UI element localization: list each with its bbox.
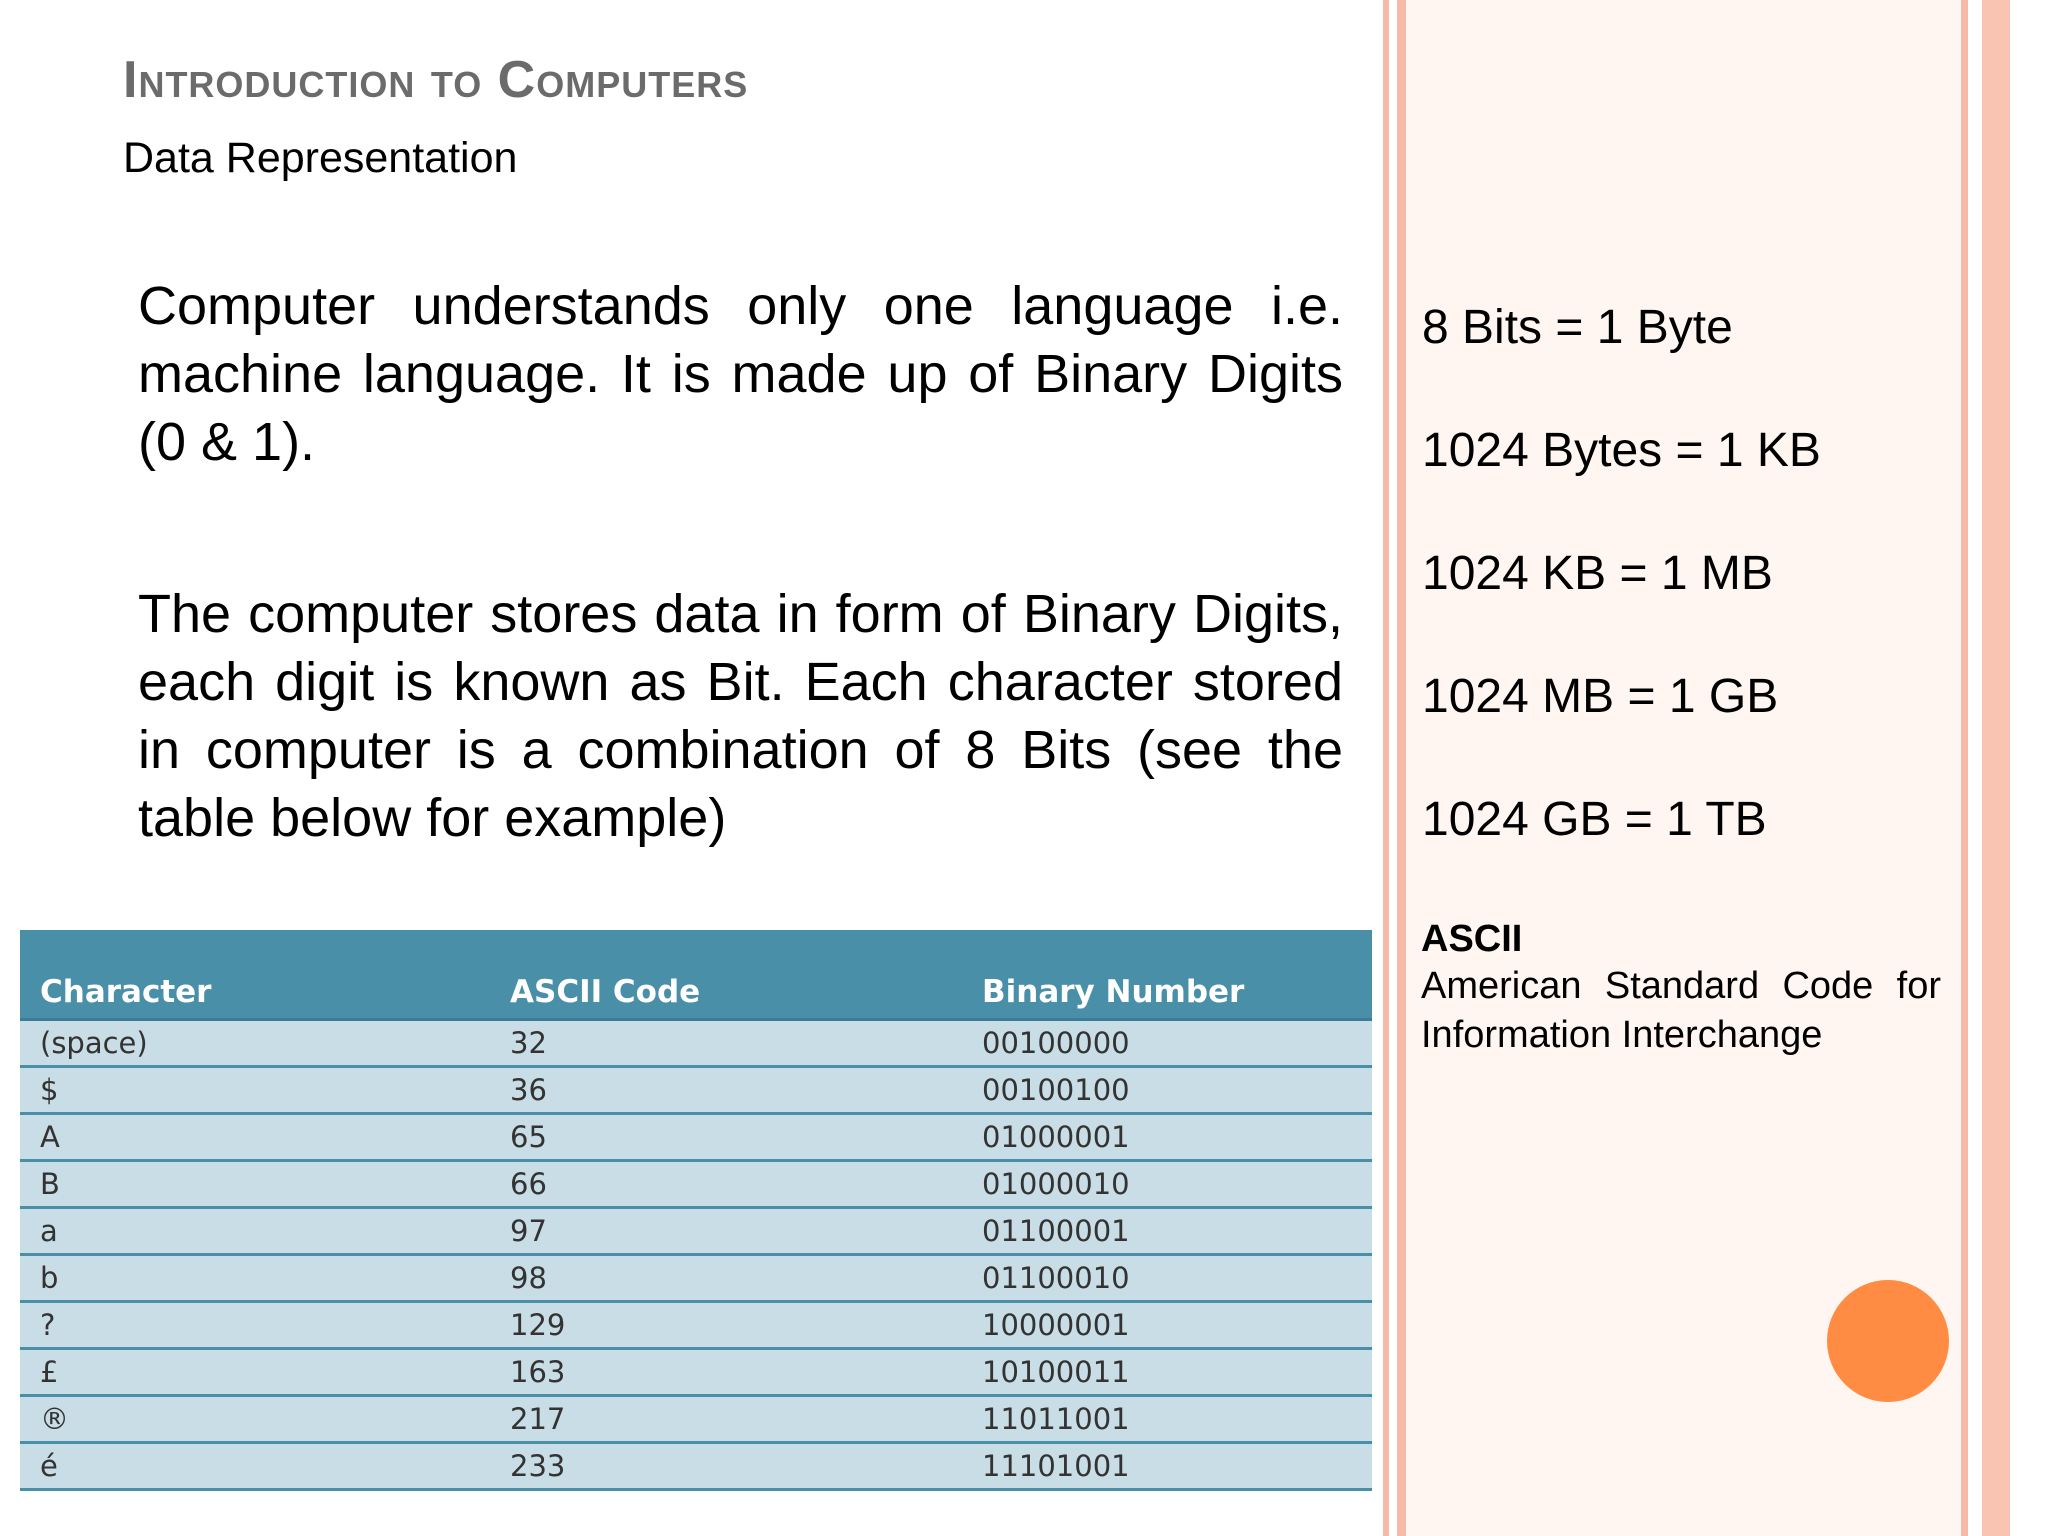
table-row bbox=[20, 1442, 1372, 1489]
cell-ascii-code: 217 bbox=[490, 1395, 962, 1442]
cell-binary-number: 00100100 bbox=[962, 1066, 1372, 1113]
cell-ascii-code: 36 bbox=[490, 1066, 962, 1113]
cell-character: A bbox=[20, 1113, 490, 1160]
column-header-ascii-code: ASCII Code bbox=[490, 930, 962, 1019]
cell-binary-number: 11011001 bbox=[962, 1395, 1372, 1442]
table-row bbox=[20, 1019, 1372, 1066]
cell-ascii-code: 98 bbox=[490, 1254, 962, 1301]
paragraph-binary-storage: The computer stores data in form of Binary Digits, each digit is known as Bit. Each character stored in computer is a combination of 8 Bits (see the table below for example) bbox=[138, 584, 1343, 848]
cell-ascii-code: 32 bbox=[490, 1019, 962, 1066]
ascii-heading: ASCII bbox=[1421, 918, 1523, 960]
cell-ascii-code: 233 bbox=[490, 1442, 962, 1489]
side-stripe bbox=[1961, 0, 1968, 1536]
side-stripe bbox=[1982, 0, 2010, 1536]
cell-character: ? bbox=[20, 1301, 490, 1348]
paragraph-machine-language: Computer understands only one language i.e. machine language. It is made up of Binary Digits (0 & 1). bbox=[138, 276, 1343, 472]
cell-binary-number: 01100001 bbox=[962, 1207, 1372, 1254]
cell-binary-number: 01100010 bbox=[962, 1254, 1372, 1301]
table-row bbox=[20, 1348, 1372, 1395]
cell-ascii-code: 66 bbox=[490, 1160, 962, 1207]
slide-title: Introduction to Computers bbox=[123, 51, 749, 109]
cell-binary-number: 10100011 bbox=[962, 1348, 1372, 1395]
column-header-binary-number: Binary Number bbox=[962, 930, 1372, 1019]
side-stripe bbox=[1397, 0, 1406, 1536]
cell-binary-number: 11101001 bbox=[962, 1442, 1372, 1489]
column-header-character: Character bbox=[20, 930, 490, 1019]
side-stripe-gap bbox=[2010, 0, 2048, 1536]
unit-conversion-item: 1024 GB = 1 TB bbox=[1422, 793, 1767, 846]
cell-character: é bbox=[20, 1442, 490, 1489]
cell-ascii-code: 97 bbox=[490, 1207, 962, 1254]
table-row bbox=[20, 1160, 1372, 1207]
cell-binary-number: 10000001 bbox=[962, 1301, 1372, 1348]
ascii-table bbox=[20, 930, 1372, 1491]
cell-ascii-code: 65 bbox=[490, 1113, 962, 1160]
table-header-row bbox=[20, 930, 1372, 1019]
cell-character: ® bbox=[20, 1395, 490, 1442]
slide-subtitle: Data Representation bbox=[123, 134, 518, 182]
unit-conversion-item: 1024 KB = 1 MB bbox=[1422, 547, 1773, 600]
accent-circle bbox=[1827, 1280, 1949, 1402]
cell-binary-number: 01000001 bbox=[962, 1113, 1372, 1160]
unit-conversions bbox=[1422, 300, 1952, 915]
cell-ascii-code: 163 bbox=[490, 1348, 962, 1395]
table-row bbox=[20, 1113, 1372, 1160]
cell-binary-number: 00100000 bbox=[962, 1019, 1372, 1066]
cell-character: b bbox=[20, 1254, 490, 1301]
cell-binary-number: 01000010 bbox=[962, 1160, 1372, 1207]
cell-character: B bbox=[20, 1160, 490, 1207]
table-row bbox=[20, 1395, 1372, 1442]
ascii-description: American Standard Code for Information Interchange bbox=[1421, 965, 1941, 1056]
side-stripe-gap bbox=[1968, 0, 1982, 1536]
cell-character: (space) bbox=[20, 1019, 490, 1066]
cell-character: £ bbox=[20, 1348, 490, 1395]
table-row bbox=[20, 1207, 1372, 1254]
table-row bbox=[20, 1066, 1372, 1113]
table-row bbox=[20, 1254, 1372, 1301]
table-row bbox=[20, 1301, 1372, 1348]
unit-conversion-item: 8 Bits = 1 Byte bbox=[1422, 301, 1733, 354]
cell-ascii-code: 129 bbox=[490, 1301, 962, 1348]
side-stripe-gap bbox=[1389, 0, 1397, 1536]
unit-conversion-item: 1024 Bytes = 1 KB bbox=[1422, 424, 1821, 477]
unit-conversion-item: 1024 MB = 1 GB bbox=[1422, 670, 1779, 723]
cell-character: a bbox=[20, 1207, 490, 1254]
cell-character: $ bbox=[20, 1066, 490, 1113]
